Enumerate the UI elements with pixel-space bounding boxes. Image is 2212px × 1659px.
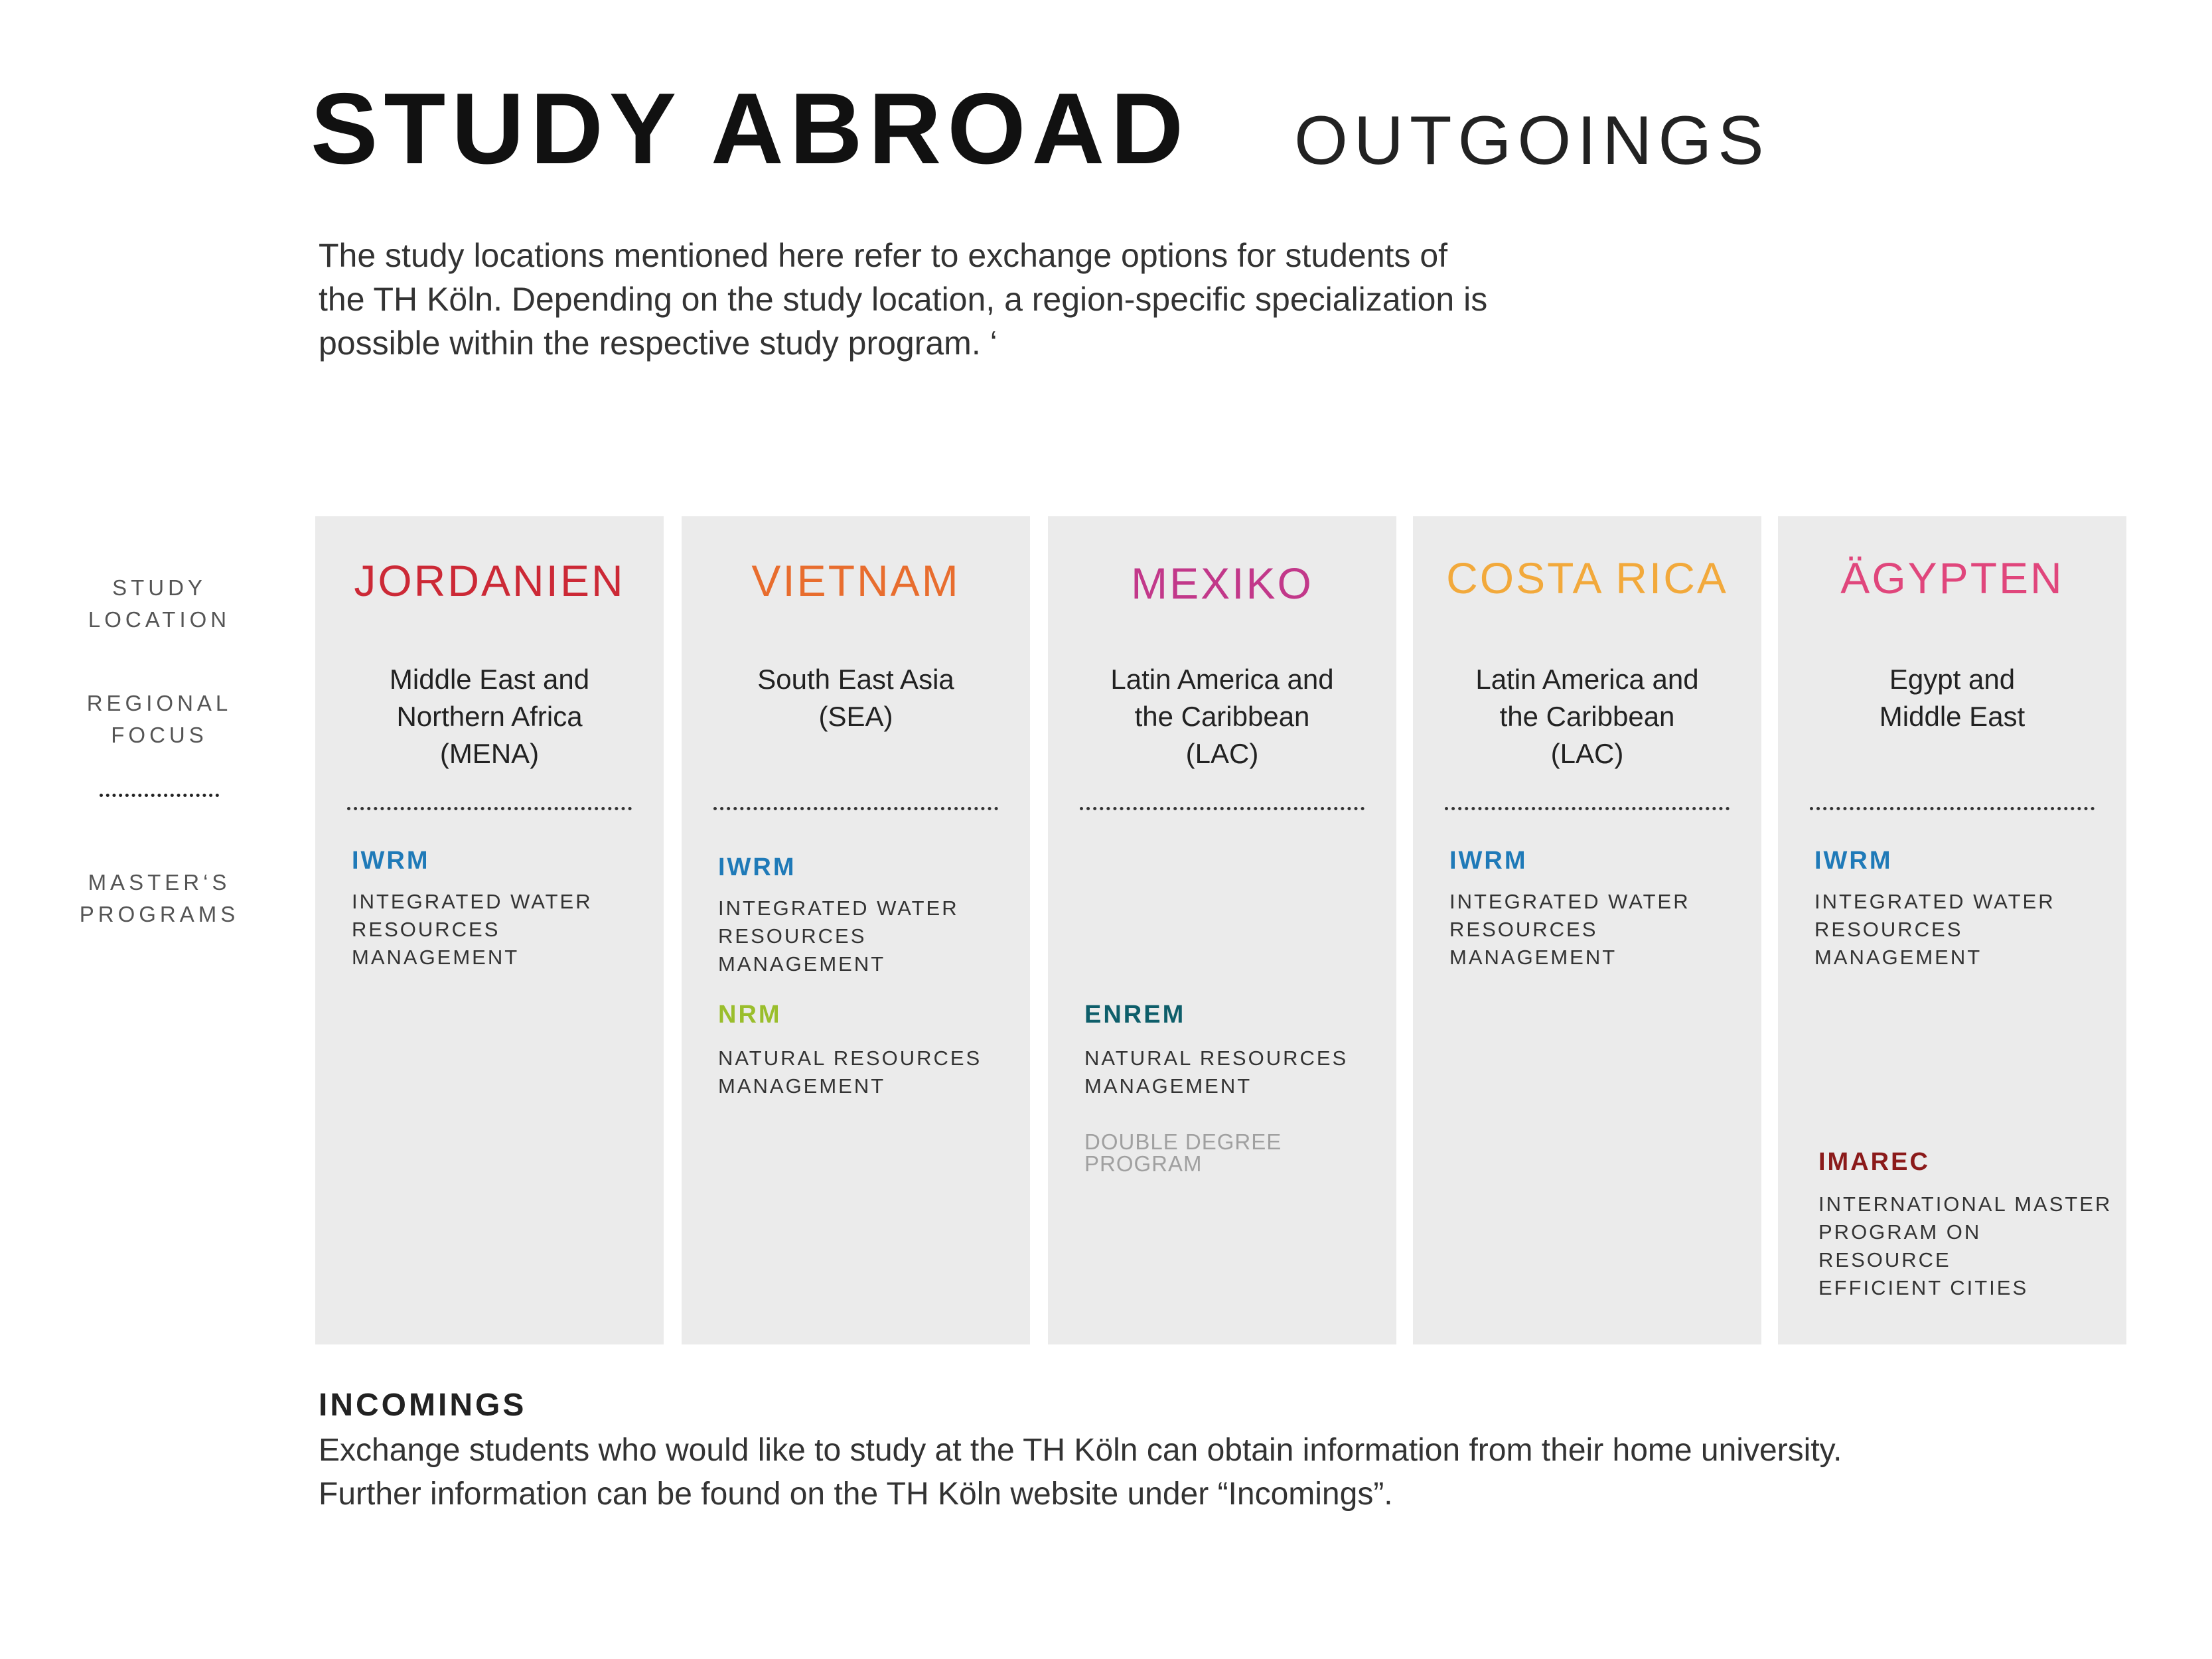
regional-focus xyxy=(1413,661,1761,772)
program-code: IWRM xyxy=(1814,847,1893,875)
page-title: STUDY ABROAD xyxy=(311,72,1190,185)
program-name-line: INTERNATIONAL MASTER xyxy=(1818,1192,2112,1216)
program-name-line: EFFICIENT CITIES xyxy=(1818,1276,2029,1299)
region-line: Middle East and xyxy=(389,664,590,695)
country-name: MEXIKO xyxy=(1131,559,1313,608)
incomings-heading: INCOMINGS xyxy=(319,1388,527,1423)
program-name-line: NATURAL RESOURCES xyxy=(1084,1046,1349,1070)
region-line: (MENA) xyxy=(439,738,540,769)
row-label-divider xyxy=(100,794,219,797)
region-line: Egypt and xyxy=(1889,664,2016,695)
location-column-vietnam xyxy=(682,516,1030,1344)
intro-line: the TH Köln. Depending on the study location, a region-specific specialization is xyxy=(319,281,1488,318)
row-label-line: PROGRAMS xyxy=(79,902,240,926)
region-line: the Caribbean xyxy=(1499,701,1675,732)
location-column-costa-rica xyxy=(1413,516,1761,1344)
location-column-aegypten xyxy=(1778,516,2126,1344)
program-name-line: RESOURCES MANAGEMENT xyxy=(1814,918,1982,969)
regional-focus xyxy=(1778,661,2126,735)
program-name-line: NATURAL RESOURCES xyxy=(718,1046,982,1070)
program-name-line: RESOURCES MANAGEMENT xyxy=(352,918,520,969)
country-name: VIETNAM xyxy=(751,556,960,605)
program-name xyxy=(1084,1045,1383,1100)
program-name xyxy=(718,1045,1017,1100)
dotted-divider xyxy=(347,807,632,810)
row-label-line: FOCUS xyxy=(111,723,208,747)
region-line: (LAC) xyxy=(1185,738,1259,769)
country-name: COSTA RICA xyxy=(1446,553,1728,603)
dotted-divider xyxy=(1445,807,1730,810)
row-label-regional-focus xyxy=(50,687,269,751)
program-name-line: PROGRAM ON RESOURCE xyxy=(1818,1220,1982,1271)
region-line: Latin America and xyxy=(1110,664,1334,695)
program-name xyxy=(1814,888,2113,972)
program-code: IWRM xyxy=(718,853,796,881)
regional-focus xyxy=(315,661,664,772)
program-name xyxy=(1818,1190,2113,1302)
intro-text xyxy=(319,234,1500,365)
program-code: NRM xyxy=(718,1001,782,1029)
intro-line: The study locations mentioned here refer to exchange options for students of xyxy=(319,237,1448,274)
incomings-text: Exchange students who would like to study at the TH Köln can obtain information from their home university. xyxy=(319,1433,1842,1468)
program-note: DOUBLE DEGREE PROGRAM xyxy=(1084,1129,1282,1176)
dotted-divider xyxy=(1080,807,1364,810)
row-label-line: REGIONAL xyxy=(86,691,232,715)
program-name-line: INTEGRATED WATER xyxy=(718,897,959,920)
program-code: ENREM xyxy=(1084,1001,1186,1029)
location-column-jordanien xyxy=(315,516,664,1344)
intro-line: possible within the respective study program. ‘ xyxy=(319,325,997,362)
region-line: Middle East xyxy=(1879,701,2026,732)
location-column-mexiko xyxy=(1048,516,1396,1344)
region-line: Northern Africa xyxy=(396,701,583,732)
program-name-line: MANAGEMENT xyxy=(1084,1074,1252,1098)
program-name-line: INTEGRATED WATER xyxy=(1814,890,2055,913)
regional-focus xyxy=(1048,661,1396,772)
program-name-line: RESOURCES MANAGEMENT xyxy=(718,924,886,975)
program-name xyxy=(352,888,650,972)
program-name xyxy=(1449,888,1748,972)
program-code: IMAREC xyxy=(1818,1148,1930,1176)
regional-focus xyxy=(682,661,1030,735)
row-label-line: MASTER‘S xyxy=(88,870,231,895)
region-line: the Caribbean xyxy=(1134,701,1310,732)
dotted-divider xyxy=(713,807,998,810)
program-name-line: MANAGEMENT xyxy=(718,1074,886,1098)
row-label-masters-programs xyxy=(50,867,269,930)
program-name-line: INTEGRATED WATER xyxy=(352,890,593,913)
region-line: (LAC) xyxy=(1550,738,1624,769)
country-name: ÄGYPTEN xyxy=(1840,553,2064,603)
region-line: Latin America and xyxy=(1475,664,1699,695)
row-label-study-location: STUDY LOCATION xyxy=(88,575,231,632)
program-name-line: INTEGRATED WATER xyxy=(1449,890,1690,913)
country-name: JORDANIEN xyxy=(354,556,625,605)
region-line: South East Asia xyxy=(757,664,954,695)
dotted-divider xyxy=(1810,807,2095,810)
program-code: IWRM xyxy=(1449,847,1528,875)
page-subtitle: OUTGOINGS xyxy=(1294,102,1770,179)
program-name xyxy=(718,895,1017,978)
region-line: (SEA) xyxy=(818,701,893,732)
incomings-text: Further information can be found on the TH Köln website under “Incomings”. xyxy=(319,1477,1393,1512)
program-code: IWRM xyxy=(352,847,430,875)
program-name-line: RESOURCES MANAGEMENT xyxy=(1449,918,1617,969)
